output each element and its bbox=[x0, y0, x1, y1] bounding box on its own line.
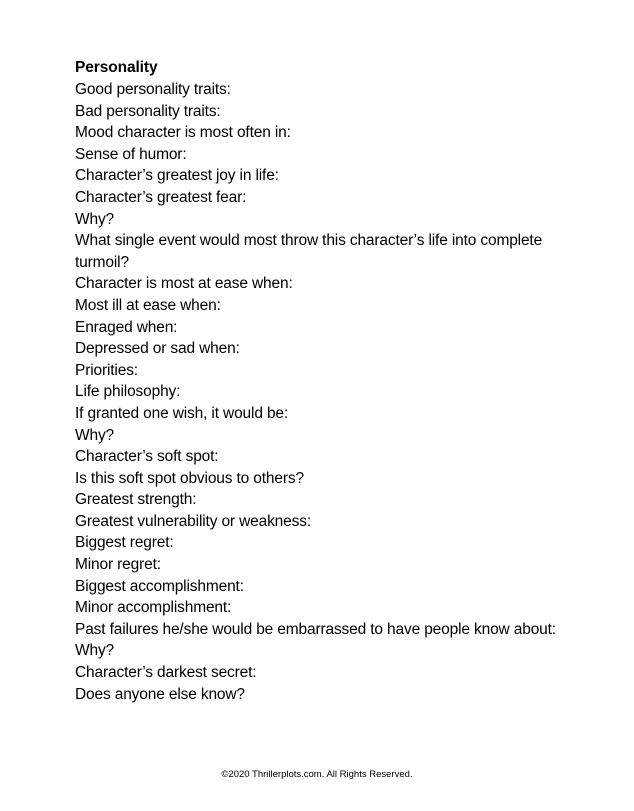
field-label: Character’s greatest fear: bbox=[75, 188, 247, 206]
field-label: Character’s greatest joy in life: bbox=[75, 167, 279, 185]
field-label: Depressed or sad when: bbox=[75, 340, 240, 358]
field-label: Character’s soft spot: bbox=[75, 448, 219, 466]
field-label: Character’s darkest secret: bbox=[75, 664, 257, 682]
field-label: Enraged when: bbox=[75, 318, 178, 336]
field-label: Minor accomplishment: bbox=[75, 599, 232, 617]
field-label: Priorities: bbox=[75, 361, 138, 379]
document-content bbox=[75, 57, 595, 705]
field-label: Does anyone else know? bbox=[75, 685, 245, 703]
field-label: Minor regret: bbox=[75, 556, 161, 574]
field-label: Character is most at ease when: bbox=[75, 275, 293, 293]
field-label: Why? bbox=[75, 642, 115, 660]
field-label: Why? bbox=[75, 426, 115, 444]
field-label: Life philosophy: bbox=[75, 383, 181, 401]
field-label: Mood character is most often in: bbox=[75, 124, 291, 142]
field-label: Greatest strength: bbox=[75, 491, 197, 509]
field-label: Why? bbox=[75, 210, 115, 228]
field-label: What single event would most throw this character’s life into complete turmoil? bbox=[75, 232, 543, 271]
field-label: Is this soft spot obvious to others? bbox=[75, 469, 304, 487]
copyright-footer: ©2020 Thrillerplots.com. All Rights Reserved. bbox=[221, 769, 413, 780]
field-label: Biggest accomplishment: bbox=[75, 577, 244, 595]
field-label: Past failures he/she would be embarrassed to have people know about: bbox=[75, 620, 556, 638]
field-label: Sense of humor: bbox=[75, 145, 187, 163]
field-label: Bad personality traits: bbox=[75, 102, 221, 120]
section-heading: Personality bbox=[75, 59, 158, 76]
field-label: Good personality traits: bbox=[75, 81, 231, 98]
field-label: Greatest vulnerability or weakness: bbox=[75, 512, 311, 530]
field-label: Biggest regret: bbox=[75, 534, 174, 552]
field-label: If granted one wish, it would be: bbox=[75, 404, 289, 422]
field-list bbox=[75, 79, 595, 705]
field-label: Most ill at ease when: bbox=[75, 296, 221, 314]
